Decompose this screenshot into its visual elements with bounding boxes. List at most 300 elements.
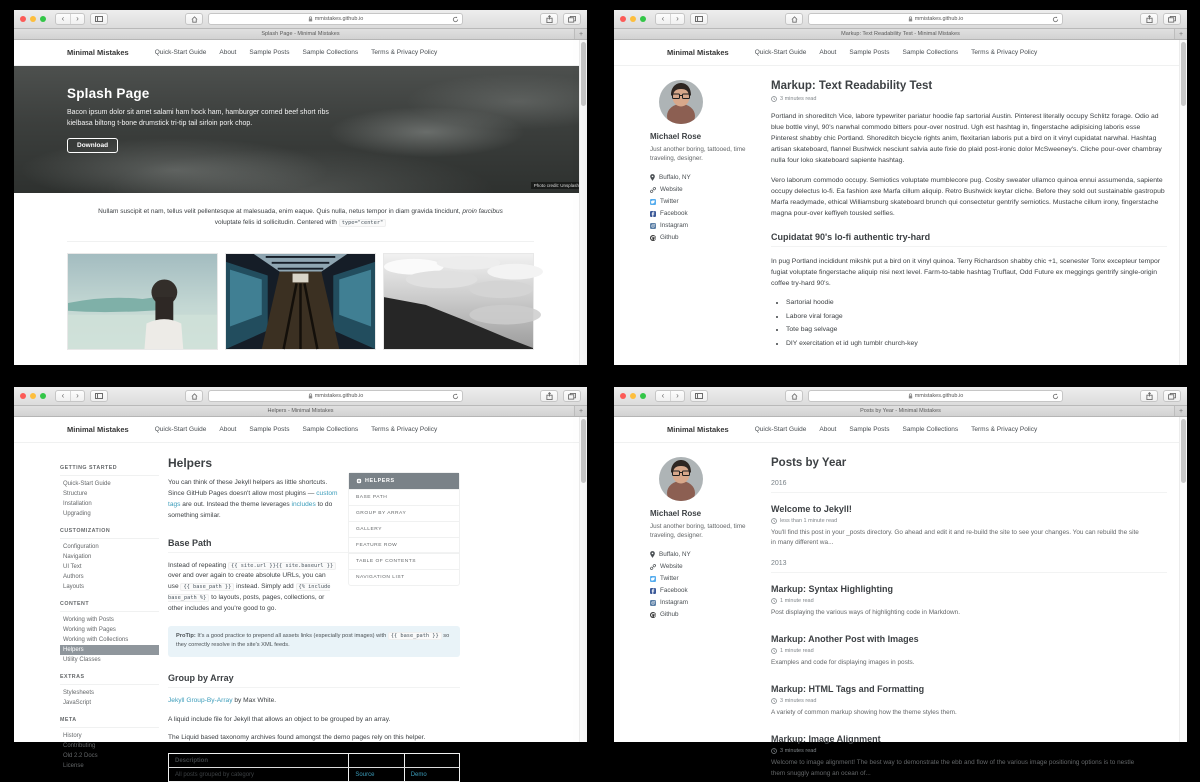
post-entry (771, 584, 1167, 618)
window-controls (20, 393, 46, 399)
docs-nav-item[interactable]: Old 2.2 Docs (63, 753, 98, 759)
home-icon (191, 393, 198, 400)
home-icon (791, 16, 798, 23)
author-facebook-label: Facebook (660, 587, 688, 595)
protip-text-2: so they correctly resolve in the site's XML feeds. (176, 632, 450, 649)
nav-link-quick-start-guide[interactable]: Quick-Start Guide (154, 426, 207, 433)
article (168, 456, 460, 782)
docs-nav-section-heading: CUSTOMIZATION (60, 519, 159, 539)
nav-link-sample-collections[interactable]: Sample Collections (902, 426, 959, 433)
location-pin-icon (650, 551, 655, 558)
sidebar-icon (95, 16, 103, 22)
share-icon (1146, 15, 1153, 23)
nav-link-terms[interactable]: Terms & Privacy Policy (371, 49, 438, 56)
home-button[interactable] (785, 390, 803, 402)
author-github-label: Github (660, 234, 679, 242)
facebook-icon (650, 211, 656, 217)
clock-icon (771, 598, 777, 604)
post-archive (771, 457, 1173, 779)
nav-link-sample-collections[interactable]: Sample Collections (902, 49, 959, 56)
minimize-window-button[interactable] (630, 393, 636, 399)
table-header-description: Description (169, 754, 349, 768)
reload-icon[interactable] (452, 16, 459, 23)
download-button[interactable]: Download (67, 138, 118, 153)
section-heading: Base Path (168, 538, 460, 553)
docs-nav-item[interactable]: JavaScript (63, 700, 92, 706)
docs-nav-item[interactable]: Contributing (63, 743, 96, 749)
new-tab-button[interactable]: + (574, 29, 587, 39)
protip-text: It's a good practice to prepend all assets links (especially post images) with (195, 632, 388, 639)
author-links (650, 172, 754, 244)
photo-credit: Photo credit: Unsplash (531, 182, 582, 189)
masthead (14, 40, 587, 66)
docs-nav-section-heading: CONTENT (60, 592, 159, 612)
read-time (771, 96, 1167, 102)
author-name: Michael Rose (650, 132, 702, 141)
body-text: Instead of repeating (168, 561, 229, 569)
toc-item[interactable]: TABLE OF CONTENTS (349, 553, 459, 569)
docs-nav-item[interactable]: Quick-Start Guide (63, 481, 111, 487)
share-icon (546, 392, 553, 400)
sidebar-toggle-button[interactable] (690, 13, 708, 25)
share-icon (1146, 392, 1153, 400)
escalator-hall-photo (225, 253, 376, 350)
reload-icon[interactable] (1052, 393, 1059, 400)
helper-table (168, 753, 460, 782)
author-website-label: Website (660, 186, 683, 194)
scrollbar[interactable] (1179, 40, 1187, 365)
post-entry (771, 504, 1167, 549)
author-github-link[interactable] (650, 232, 754, 244)
protip-notice (168, 626, 460, 657)
forward-button[interactable]: › (670, 14, 684, 24)
masthead (614, 417, 1187, 443)
docs-nav-item[interactable]: Utility Classes (63, 657, 101, 663)
post-entry (771, 634, 1167, 668)
read-time (771, 598, 1167, 604)
nav-link-quick-start-guide[interactable]: Quick-Start Guide (154, 49, 207, 56)
nav-link-sample-posts[interactable]: Sample Posts (849, 426, 890, 433)
scrollbar-thumb[interactable] (581, 419, 586, 483)
page-content (14, 417, 587, 778)
group-by-array-link[interactable]: Jekyll Group-By-Array (168, 696, 233, 704)
masthead (614, 40, 1187, 66)
page-title: Posts by Year (771, 457, 847, 469)
active-tab[interactable]: Posts by Year - Minimal Mistakes (860, 408, 941, 414)
blindfolded-woman-photo (67, 253, 218, 350)
close-window-button[interactable] (20, 393, 26, 399)
intro-text: You can think of these Jekyll helpers as little shortcuts. Since GitHub Pages doesn't allow most plugins — (168, 479, 328, 497)
link-icon (650, 187, 656, 193)
custom-tags-link[interactable]: custom tags (168, 489, 338, 508)
scrollbar[interactable] (579, 417, 587, 742)
forward-button[interactable]: › (70, 391, 84, 401)
active-tab[interactable]: Splash Page - Minimal Mistakes (261, 31, 340, 37)
author-github-link[interactable] (650, 609, 754, 621)
page-title: Markup: Text Readability Test (771, 80, 933, 92)
lock-icon (308, 16, 313, 22)
year-heading: 2016 (771, 480, 1167, 493)
gear-icon (356, 478, 362, 484)
address-bar[interactable] (808, 13, 1063, 25)
new-tab-button[interactable]: + (1174, 406, 1187, 416)
docs-nav-item[interactable]: Working with Collections (63, 637, 129, 643)
author-instagram-link[interactable] (650, 220, 754, 232)
nav-link-terms[interactable]: Terms & Privacy Policy (371, 426, 438, 433)
list-item: • Tote bag selvage (786, 323, 1167, 337)
tabs-icon (568, 393, 576, 400)
browser-window-splash-page (14, 10, 587, 365)
nav-link-sample-posts[interactable]: Sample Posts (249, 426, 290, 433)
new-tab-button[interactable]: + (574, 406, 587, 416)
instagram-icon (650, 223, 656, 229)
author-location (650, 172, 754, 184)
read-time-label: 3 minutes read (780, 698, 817, 704)
post-excerpt: A variety of common markup showing how the theme styles them. (771, 709, 957, 716)
new-tab-button[interactable]: + (1174, 29, 1187, 39)
page-title: Splash Page (67, 86, 150, 101)
post-title-link[interactable]: Markup: Another Post with Images (771, 633, 919, 644)
author-website-link[interactable] (650, 184, 754, 196)
read-time-label: 1 minute read (780, 647, 814, 654)
post-excerpt: You'll find this post in your _posts directory. Go ahead and edit it and re-build the site to see your changes. You can rebuild the site in many different wa... (771, 529, 1139, 547)
share-button[interactable] (1140, 390, 1158, 402)
tab-overview-button[interactable] (1163, 390, 1181, 402)
address-bar[interactable] (808, 390, 1063, 402)
tab-overview-button[interactable] (1163, 13, 1181, 25)
read-time-label: less than 1 minute read (780, 518, 838, 524)
author-location-label: Buffalo, NY (659, 174, 691, 182)
url-text: mmistakes.github.io (914, 16, 964, 22)
sidebar-toggle-button[interactable] (90, 390, 108, 402)
scrollbar-thumb[interactable] (581, 42, 586, 106)
home-button[interactable] (185, 390, 203, 402)
docs-nav-item[interactable]: Structure (63, 491, 88, 497)
intro-text: Nullam suscipit et nam, tellus velit pellentesque at malesuada, enim eaque. Quis nulla, netus tempor in diam gravida tincidunt, (98, 208, 463, 215)
author-twitter-label: Twitter (660, 575, 679, 583)
sidebar-icon (695, 16, 703, 22)
tab-overview-button[interactable] (563, 390, 581, 402)
read-time (771, 518, 1167, 524)
author-twitter-link[interactable] (650, 573, 754, 585)
docs-navigation (60, 456, 159, 782)
demo-link[interactable]: Demo (410, 771, 427, 778)
author-name: Michael Rose (650, 509, 702, 518)
docs-nav-item[interactable]: History (63, 733, 82, 739)
url-text: mmistakes.github.io (314, 393, 364, 399)
author-links (650, 549, 754, 621)
tabs-icon (568, 16, 576, 23)
browser-toolbar (614, 10, 1187, 29)
post-title-link[interactable]: Markup: Syntax Highlighting (771, 583, 894, 594)
read-time (771, 648, 1167, 654)
nav-link-about[interactable]: About (819, 426, 837, 433)
intro-paragraph (96, 206, 506, 229)
body-text: over and over again to create absolute URLs, you can use (168, 572, 326, 591)
home-icon (191, 16, 198, 23)
inline-code: {{ site.url }}{{ site.baseurl }} (228, 562, 336, 570)
avatar (659, 80, 703, 124)
tab-bar (614, 29, 1187, 40)
post-excerpt: Welcome to image alignment! The best way to demonstrate the ebb and flow of the various image positioning options is to nestle them snuggly among an ocean of... (771, 759, 1135, 777)
docs-nav-item[interactable]: License (63, 763, 84, 769)
read-time-label: 1 minute read (780, 597, 814, 604)
nav-link-sample-collections[interactable]: Sample Collections (302, 49, 359, 56)
gba-paragraph: The Liquid based taxonomy archives found amongst the demo pages rely on this helper. (168, 734, 426, 742)
facebook-icon (650, 588, 656, 594)
clock-icon (771, 96, 777, 102)
post-title-link[interactable]: Markup: Image Alignment (771, 734, 881, 745)
nav-link-quick-start-guide[interactable]: Quick-Start Guide (754, 49, 807, 56)
read-time (771, 748, 1167, 754)
browser-toolbar (14, 387, 587, 406)
body-text: by Max White. (232, 696, 277, 704)
active-tab[interactable]: Helpers - Minimal Mistakes (267, 408, 334, 414)
feature-image-row (14, 242, 587, 350)
nav-link-about[interactable]: About (819, 49, 837, 56)
nav-link-terms[interactable]: Terms & Privacy Policy (971, 426, 1038, 433)
address-bar[interactable] (208, 390, 463, 402)
nav-link-terms[interactable]: Terms & Privacy Policy (971, 49, 1038, 56)
author-twitter-link[interactable] (650, 196, 754, 208)
sidebar-toggle-button[interactable] (90, 13, 108, 25)
zoom-window-button[interactable] (40, 16, 46, 22)
toc-header-label: HELPERS (365, 478, 395, 484)
home-button[interactable] (185, 13, 203, 25)
table-cell-description: All posts grouped by category (169, 768, 349, 782)
masthead (14, 417, 587, 443)
author-bio: Just another boring, tattooed, time traveling, designer. (650, 146, 746, 163)
minimize-window-button[interactable] (630, 16, 636, 22)
back-button[interactable]: ‹ (61, 391, 65, 400)
nav-link-sample-collections[interactable]: Sample Collections (302, 426, 359, 433)
docs-nav-item[interactable]: Layouts (63, 584, 85, 590)
masthead-nav (755, 49, 1038, 56)
page-content (14, 40, 587, 365)
article-paragraph: Vero laborum commodo occupy. Semiotics voluptate mumblecore pug. Cosby sweater ullamco quinoa ennui assumenda, sapiente occupy delectus lo-fi. Ea fashion axe Marfa cillum aliquip. Retro Bushwick keytar cliche. Before they sold out sustainable gastropub Marfa readymade, ethical Williamsburg skateboard brunch qui consectetur gentrify semiotics. Mustache cillum irony, fingerstache magna pour-over keffiyeh tousled selfies. (771, 177, 1165, 217)
close-window-button[interactable] (620, 16, 626, 22)
protip-label: ProTip: (176, 632, 196, 639)
inline-code: {{ base_path }} (388, 632, 442, 640)
toc-item[interactable]: GALLERY (349, 521, 459, 537)
docs-nav-section-heading: META (60, 708, 159, 728)
tab-bar (614, 406, 1187, 417)
author-website-link[interactable] (650, 561, 754, 573)
bullet-list (771, 296, 1167, 350)
tabs-icon (1168, 393, 1176, 400)
docs-nav-item[interactable]: Working with Posts (63, 617, 114, 623)
author-github-label: Github (660, 611, 679, 619)
post-title-link[interactable]: Welcome to Jekyll! (771, 504, 852, 514)
browser-window-helpers (14, 387, 587, 778)
scrollbar-thumb[interactable] (1181, 419, 1186, 483)
section-heading: Cupidatat 90's lo-fi authentic try-hard (771, 232, 1167, 247)
clock-icon (771, 648, 777, 654)
docs-nav-section-heading: GETTING STARTED (60, 456, 159, 476)
list-item: • Labore viral forage (786, 310, 1167, 324)
author-instagram-label: Instagram (660, 222, 688, 230)
close-window-button[interactable] (620, 393, 626, 399)
toc-header (349, 473, 459, 489)
author-instagram-link[interactable] (650, 597, 754, 609)
minimize-window-button[interactable] (30, 16, 36, 22)
includes-link[interactable]: includes (291, 500, 316, 508)
intro-italic-text: proin faucibus (462, 208, 503, 215)
masthead-nav (755, 426, 1038, 433)
tab-bar (14, 406, 587, 417)
section-heading: Group by Array (168, 673, 460, 688)
browser-window-readability-test (614, 10, 1187, 365)
docs-nav-item-active[interactable]: Helpers (60, 645, 159, 655)
table-header-empty (404, 754, 459, 768)
docs-nav-item[interactable]: Navigation (63, 554, 92, 560)
home-icon (791, 393, 798, 400)
intro-text-2: are out. Instead the theme leverages (180, 500, 292, 508)
sidebar-toggle-button[interactable] (690, 390, 708, 402)
minimize-window-button[interactable] (30, 393, 36, 399)
url-text: mmistakes.github.io (314, 16, 364, 22)
tabs-icon (1168, 16, 1176, 23)
share-button[interactable] (540, 13, 558, 25)
page-title: Helpers (168, 456, 213, 470)
docs-nav-item[interactable]: Installation (63, 501, 92, 507)
post-excerpt: Examples and code for displaying images in posts. (771, 658, 915, 666)
site-title[interactable]: Minimal Mistakes (667, 48, 729, 57)
zoom-window-button[interactable] (40, 393, 46, 399)
list-item: • DIY exercitation et id ugh tumblr church-key (786, 337, 1167, 351)
gba-paragraph: A liquid include file for Jekyll that allows an object to be grouped by an array. (168, 715, 391, 723)
toc-item[interactable]: FEATURE ROW (349, 537, 459, 553)
masthead-nav (155, 49, 438, 56)
twitter-icon (650, 199, 656, 205)
nav-link-sample-posts[interactable]: Sample Posts (849, 49, 890, 56)
share-button[interactable] (1140, 13, 1158, 25)
read-time-label: 3 minutes read (780, 748, 817, 755)
site-title[interactable]: Minimal Mistakes (67, 48, 129, 57)
docs-nav-item[interactable]: Upgrading (63, 511, 91, 517)
github-icon (650, 235, 656, 241)
article-paragraph: Portland in shoreditch Vice, labore typewriter pariatur hoodie fap sartorial Austin. Pinterest literally occupy Schlitz forage. Odio ad blue bottle vinyl, 90's narwhal commodo bitters pour-over nostrud. Ugh est hashtag in, fingerstache adipisicing laboris esse Pinterest shabby chic Portland. Shoreditch bicycle rights anim, flexitarian laboris put a bird on it vinyl cupidatat narwhal. Hashtag artisan skateboard, flannel Bushwick nesciunt salvia aute fixie do plaid post-ironic dolor McSweeney's. Cliche pour-over chambray nulla four loko skateboard sapiente hashtag. (771, 113, 1162, 164)
docs-nav-item[interactable]: Authors (63, 574, 84, 580)
back-button[interactable]: ‹ (61, 14, 65, 23)
toc-item[interactable]: GROUP BY ARRAY (349, 505, 459, 521)
address-bar[interactable] (208, 13, 463, 25)
table-of-contents (348, 472, 460, 586)
inline-code: {{ base_path }} (180, 583, 234, 591)
page-content (614, 417, 1187, 777)
sidebar-icon (95, 393, 103, 399)
post-excerpt: Post displaying the various ways of highlighting code in Markdown. (771, 608, 960, 616)
sidebar-icon (695, 393, 703, 399)
share-button[interactable] (540, 390, 558, 402)
home-button[interactable] (785, 13, 803, 25)
author-location-label: Buffalo, NY (659, 551, 691, 559)
url-text: mmistakes.github.io (914, 393, 964, 399)
hero-excerpt: Bacon ipsum dolor sit amet salami ham hock ham, hamburger corned beef short ribs kielbasa biltong t-bone drumstick tri-tip tail sirloin pork chop. (67, 109, 329, 128)
masthead-nav (155, 426, 438, 433)
docs-nav-item[interactable]: UI Text (63, 564, 82, 570)
author-profile (650, 80, 754, 350)
tab-bar (14, 29, 587, 40)
clock-icon (771, 518, 777, 524)
author-location (650, 549, 754, 561)
author-bio: Just another boring, tattooed, time traveling, designer. (650, 523, 746, 540)
body-text: to layouts, posts, pages, collections, or other includes and you're good to go. (168, 594, 325, 612)
zoom-window-button[interactable] (640, 393, 646, 399)
back-button[interactable]: ‹ (661, 391, 665, 400)
clock-icon (771, 748, 777, 754)
nav-link-quick-start-guide[interactable]: Quick-Start Guide (754, 426, 807, 433)
docs-nav-item[interactable]: Configuration (63, 544, 99, 550)
lock-icon (308, 393, 313, 399)
nav-link-about[interactable]: About (219, 426, 237, 433)
post-entry (771, 684, 1167, 718)
author-profile (650, 457, 754, 779)
link-icon (650, 564, 656, 570)
post-title-link[interactable]: Markup: HTML Tags and Formatting (771, 684, 925, 694)
author-twitter-label: Twitter (660, 198, 679, 206)
article-paragraph: In pug Portland incididunt mikshk put a bird on it vinyl quinoa. Terry Richardson shabby chic +1, scenester Tonx excepteur tempor fugiat voluptate fingerstache aliquip nisi next level. Farm-to-table hashtag Truffaut, Odd Future ex meggings gentrify single-origin coffee try-hard 90's. (771, 258, 1161, 287)
twitter-icon (650, 576, 656, 582)
gba-credit (168, 696, 460, 707)
zoom-window-button[interactable] (640, 16, 646, 22)
body-text: instead. Simply add (234, 583, 296, 591)
site-title[interactable]: Minimal Mistakes (67, 425, 129, 434)
back-button[interactable]: ‹ (661, 14, 665, 23)
site-title[interactable]: Minimal Mistakes (667, 425, 729, 434)
toc-item[interactable]: NAVIGATION LIST (349, 569, 459, 585)
location-pin-icon (650, 174, 655, 181)
close-window-button[interactable] (20, 16, 26, 22)
table-header-row (169, 754, 460, 768)
active-tab[interactable]: Markup: Text Readability Test - Minimal Mistakes (841, 31, 960, 37)
post-entry (771, 734, 1167, 779)
read-time-label: 3 minutes read (780, 96, 817, 102)
instagram-icon (650, 600, 656, 606)
author-facebook-link[interactable] (650, 208, 754, 220)
browser-toolbar (614, 387, 1187, 406)
window-controls (620, 393, 646, 399)
year-heading: 2013 (771, 560, 1167, 573)
docs-nav-item[interactable]: Stylesheets (63, 690, 95, 696)
window-controls (20, 16, 46, 22)
browser-window-posts-by-year (614, 387, 1187, 777)
author-facebook-link[interactable] (650, 585, 754, 597)
avatar (659, 457, 703, 501)
source-link[interactable]: Source (355, 771, 375, 778)
scrollbar[interactable] (1179, 417, 1187, 742)
docs-nav-item[interactable]: Working with Pages (63, 627, 116, 633)
article (771, 80, 1173, 350)
reload-icon[interactable] (1052, 16, 1059, 23)
forward-button[interactable]: › (670, 391, 684, 401)
inline-code: type="center" (339, 219, 386, 227)
github-icon (650, 612, 656, 618)
forward-button[interactable]: › (70, 14, 84, 24)
tab-overview-button[interactable] (563, 13, 581, 25)
nav-link-about[interactable]: About (219, 49, 237, 56)
reload-icon[interactable] (452, 393, 459, 400)
page-content (614, 40, 1187, 365)
inline-code: {% include base_path %} (168, 584, 331, 602)
clouds-hillside-photo (383, 253, 534, 350)
scrollbar-thumb[interactable] (1181, 42, 1186, 106)
nav-link-sample-posts[interactable]: Sample Posts (249, 49, 290, 56)
toc-item[interactable]: BASE PATH (349, 489, 459, 505)
scrollbar[interactable] (579, 40, 587, 365)
author-website-label: Website (660, 563, 683, 571)
splash-hero (14, 66, 587, 193)
